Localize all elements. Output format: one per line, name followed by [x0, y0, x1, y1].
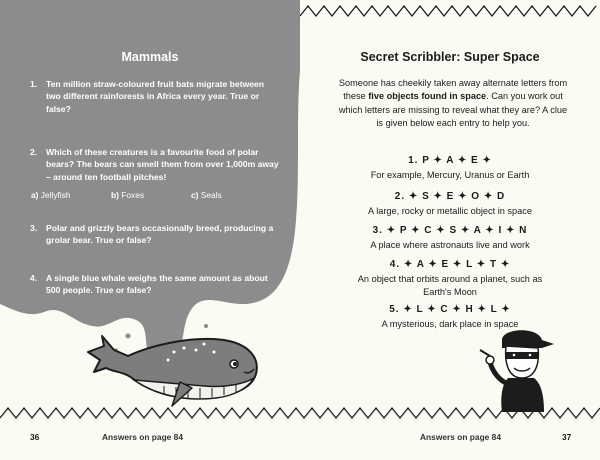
option-b: b) Foxes	[111, 190, 145, 200]
puzzle-clue: A large, rocky or metallic object in space	[368, 205, 532, 216]
question-text: Which of these creatures is a favourite food of polar bears? The bears can smell them from over 1,000m away – around ten football pitches!	[46, 147, 279, 182]
puzzle-word: 3. ✦ P ✦ C ✦ S ✦ A ✦ I ✦ N	[372, 225, 528, 236]
puzzle-clue: An object that orbits around a planet, such as Earth's Moon	[357, 273, 543, 297]
answers-footer: Answers on page 84	[420, 432, 501, 442]
scribbler-character-illustration	[472, 322, 562, 412]
question-text: A single blue whale weighs the same amount as about 500 people. True or false?	[46, 273, 268, 296]
answers-footer: Answers on page 84	[102, 432, 183, 442]
question-number: 1.	[30, 79, 38, 89]
puzzle-word: 1. P ✦ A ✦ E ✦	[408, 155, 492, 166]
question-number: 2.	[30, 147, 38, 157]
puzzle-entry-2	[300, 190, 600, 218]
page-number: 36	[30, 432, 40, 442]
question-text: Ten million straw-coloured fruit bats migrate between two different rainforests in Africa every year. True or false?	[46, 79, 265, 114]
zigzag-top-border	[300, 4, 600, 18]
puzzle-clue: A place where astronauts live and work	[370, 239, 530, 250]
puzzle-clue: For example, Mercury, Uranus or Earth	[370, 169, 530, 180]
puzzle-word: 4. ✦ A ✦ E ✦ L ✦ T ✦	[389, 259, 511, 270]
intro-text: Someone has cheekily taken away alternate letters from these five objects found in space. Can you work out which letters are missing to reveal what they are? A clue is given below each entry to help you.	[338, 78, 568, 129]
puzzle-clue: A mysterious, dark place in space	[381, 318, 519, 329]
puzzle-entry-4	[355, 258, 545, 299]
page-number: 37	[562, 432, 572, 442]
right-page	[300, 0, 600, 460]
puzzle-entry-3	[300, 224, 600, 252]
page-title: Secret Scribbler: Super Space	[360, 50, 540, 64]
question-1	[30, 78, 280, 115]
option-c: c) Seals	[191, 190, 222, 200]
question-4	[30, 272, 280, 297]
question-text: Polar and grizzly bears occasionally breed, producing a grolar bear. True or false?	[46, 223, 274, 246]
puzzle-word: 2. ✦ S ✦ E ✦ O ✦ D	[394, 191, 506, 202]
whale-illustration	[84, 322, 264, 412]
question-3	[30, 222, 280, 247]
zigzag-border	[0, 406, 600, 420]
puzzle-entry-1	[300, 154, 600, 182]
question-number: 3.	[30, 223, 38, 233]
page-title: Mammals	[121, 50, 179, 64]
question-number: 4.	[30, 273, 38, 283]
option-a: a) Jellyfish	[31, 190, 71, 200]
puzzle-word: 5. ✦ L ✦ C ✦ H ✦ L ✦	[389, 304, 511, 315]
question-2	[30, 146, 280, 183]
